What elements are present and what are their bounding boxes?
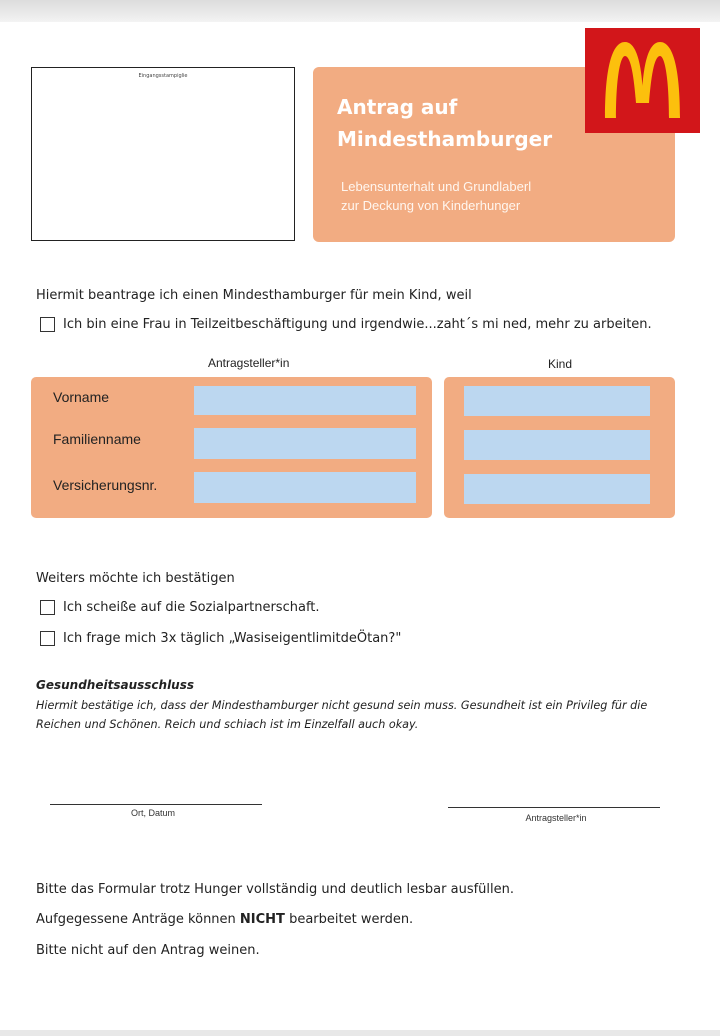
stamp-label: Eingangsstampiglie [138,73,188,79]
note-no-crying: Bitte nicht auf den Antrag weinen. [36,943,260,958]
applicant-insurance-number-field[interactable] [194,472,416,503]
first-name-label: Vorname [53,389,110,405]
child-last-name-field[interactable] [464,430,650,460]
confirm-heading: Weiters möchte ich bestätigen [36,571,235,586]
form-subtitle-line1: Lebensunterhalt und Grundlaberl [341,179,532,194]
signature-label: Antragsteller*in [525,813,587,823]
confirm-option-1[interactable] [40,600,320,615]
applicant-panel [31,377,432,518]
reason-label: Ich bin eine Frau in Teilzeitbeschäftigung und irgendwie...zaht´s mi ned, mehr zu arbeiten. [63,317,652,332]
applicant-column-header: Antragsteller*in [208,356,290,370]
golden-arches-icon [585,28,700,133]
form-title [337,91,597,155]
reason-checkbox[interactable] [40,317,55,332]
confirm-checkbox-2[interactable] [40,631,55,646]
child-panel [444,377,675,518]
bottom-edge [0,1030,720,1036]
form-subtitle [341,177,591,215]
place-date-line[interactable] [50,804,262,805]
top-edge [0,0,720,22]
form-subtitle-line2: zur Deckung von Kinderhunger [341,198,521,213]
note-eaten-forms-start: Aufgegessene Anträge können [36,912,240,927]
child-column-header: Kind [548,357,573,371]
intro-text: Hiermit beantrage ich einen Mindesthamburger für mein Kind, weil [36,288,472,303]
reason-option[interactable] [40,317,652,332]
confirm-option-2[interactable] [40,631,401,646]
form-title-line1: Antrag auf [337,95,458,119]
health-title: Gesundheitsausschluss [36,678,195,692]
child-insurance-number-field[interactable] [464,474,650,504]
place-date-label: Ort, Datum [130,808,175,818]
applicant-first-name-field[interactable] [194,386,416,415]
note-eaten-forms-emphasis: NICHT [239,912,285,927]
confirm-checkbox-1[interactable] [40,600,55,615]
confirm-label-2: Ich frage mich 3x täglich „WasiseigentlimitdeÖtan?" [63,631,402,646]
form-title-line2: Mindesthamburger [337,127,553,151]
health-text: Hiermit bestätige ich, dass der Mindesthamburger nicht gesund sein muss. Gesundheit ist ein Privileg für die Reichen und Schönen. Reich und schiach ist im Einzelfall auch okay. [36,699,648,731]
stamp-box [31,67,295,241]
golden-arches-logo [585,28,700,133]
note-fill-completely: Bitte das Formular trotz Hunger vollständig und deutlich lesbar ausfüllen. [36,882,515,897]
insurance-number-label: Versicherungsnr. [53,477,158,493]
confirm-label-1: Ich scheiße auf die Sozialpartnerschaft. [63,600,320,615]
applicant-last-name-field[interactable] [194,428,416,459]
signature-line[interactable] [448,807,660,808]
note-eaten-forms [36,912,413,927]
child-first-name-field[interactable] [464,386,650,416]
last-name-label: Familienname [53,431,141,447]
note-eaten-forms-end: bearbeitet werden. [284,912,414,927]
